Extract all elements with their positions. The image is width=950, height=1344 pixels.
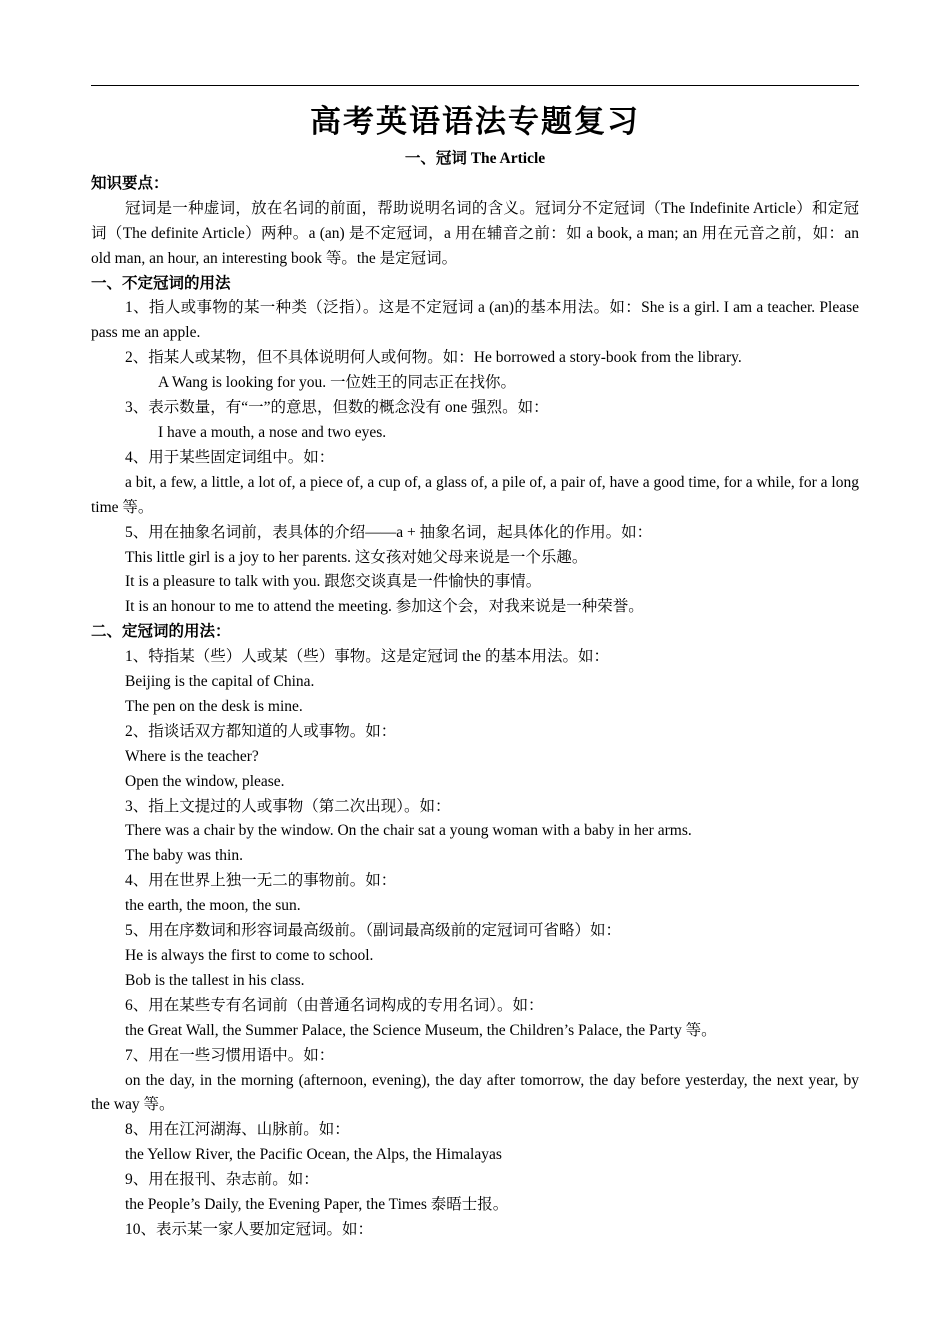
text-line: on the day, in the morning (afternoon, evening), the day after tomorrow, the day before yesterday, the next year, by the way 等。 [91, 1071, 859, 1114]
section2-heading: 二、定冠词的用法： [91, 623, 231, 641]
text-line: Bob is the tallest in his class. [125, 971, 305, 989]
text-line: He is always the first to come to school. [125, 947, 374, 964]
text-line: 5、用在序数词和形容词最高级前。（副词最高级前的定冠词可省略）如： [125, 922, 622, 940]
document-body [91, 147, 859, 1243]
text-line: The pen on the desk is mine. [125, 697, 303, 715]
text-line: 8、用在江河湖海、山脉前。如： [125, 1121, 350, 1139]
text-line: 1、指人或事物的某一种类（泛指）。这是不定冠词 a (an)的基本用法。如：She is a girl. I am a teacher. Please pass me an apple. [91, 299, 859, 342]
section1-lines [91, 296, 859, 620]
text-line: 1、特指某（些）人或某（些）事物。这是定冠词 the 的基本用法。如： [125, 648, 609, 666]
text-line: 3、表示数量，有“一”的意思，但数的概念没有 one 强烈。如： [125, 399, 549, 417]
text-line: 4、用于某些固定词组中。如： [125, 448, 335, 466]
text-line: Open the window, please. [125, 772, 285, 790]
page-title: 高考英语语法专题复习 [310, 104, 640, 140]
text-line: 7、用在一些习惯用语中。如： [125, 1046, 335, 1064]
section2-lines [91, 645, 859, 1243]
text-line: I have a mouth, a nose and two eyes. [158, 423, 387, 441]
text-line: 2、指谈话双方都知道的人或事物。如： [125, 722, 397, 740]
text-line: It is an honour to me to attend the meeting. 参加这个会，对我来说是一种荣誉。 [125, 598, 644, 616]
knowledge-heading: 知识要点： [91, 174, 169, 192]
text-line: a bit, a few, a little, a lot of, a piece of, a cup of, a glass of, a pile of, a pair of, have a good time, for a while, for a long time 等。 [91, 473, 859, 516]
text-line: the Great Wall, the Summer Palace, the Science Museum, the Children’s Palace, the Party 等。 [125, 1021, 717, 1039]
section-subtitle: 一、冠词 The Article [404, 150, 546, 167]
section1-heading: 一、不定冠词的用法 [91, 274, 231, 292]
text-line: A Wang is looking for you. 一位姓王的同志正在找你。 [158, 374, 516, 392]
text-line: the People’s Daily, the Evening Paper, the Times 泰晤士报。 [125, 1196, 509, 1214]
text-line: There was a chair by the window. On the chair sat a young woman with a baby in her arms. [125, 822, 692, 840]
text-line: Beijing is the capital of China. [125, 673, 315, 691]
header-rule [91, 85, 859, 86]
text-line: 5、用在抽象名词前，表具体的介绍——a + 抽象名词，起具体化的作用。如： [125, 523, 653, 541]
text-line: 6、用在某些专有名词前（由普通名词构成的专用名词）。如： [125, 996, 544, 1014]
text-line: 2、指某人或某物，但不具体说明何人或何物。如：He borrowed a story-book from the library. [125, 349, 742, 367]
text-line: 3、指上文提过的人或事物（第二次出现）。如： [125, 797, 451, 815]
text-line: It is a pleasure to talk with you. 跟您交谈真是一件愉快的事情。 [125, 573, 542, 591]
text-line: 10、表示某一家人要加定冠词。如： [125, 1220, 374, 1238]
text-line: 9、用在报刊、杂志前。如： [125, 1171, 319, 1189]
text-line: 4、用在世界上独一无二的事物前。如： [125, 872, 397, 890]
intro-paragraph: 冠词是一种虚词，放在名词的前面，帮助说明名词的含义。冠词分不定冠词（The Indefinite Article）和定冠词（The definite Article）两种。a (an) 是不定冠词，a 用在辅音之前：如 a book, a man; an 用在元音之前，如：an old man, an hour, an interesting book 等。the 是定冠词。 [91, 199, 859, 267]
text-line: The baby was thin. [125, 847, 243, 865]
text-line: the earth, the moon, the sun. [125, 897, 301, 915]
text-line: the Yellow River, the Pacific Ocean, the Alps, the Himalayas [125, 1146, 502, 1164]
text-line: Where is the teacher? [125, 747, 259, 765]
text-line: This little girl is a joy to her parents. 这女孩对她父母来说是一个乐趣。 [125, 548, 588, 566]
